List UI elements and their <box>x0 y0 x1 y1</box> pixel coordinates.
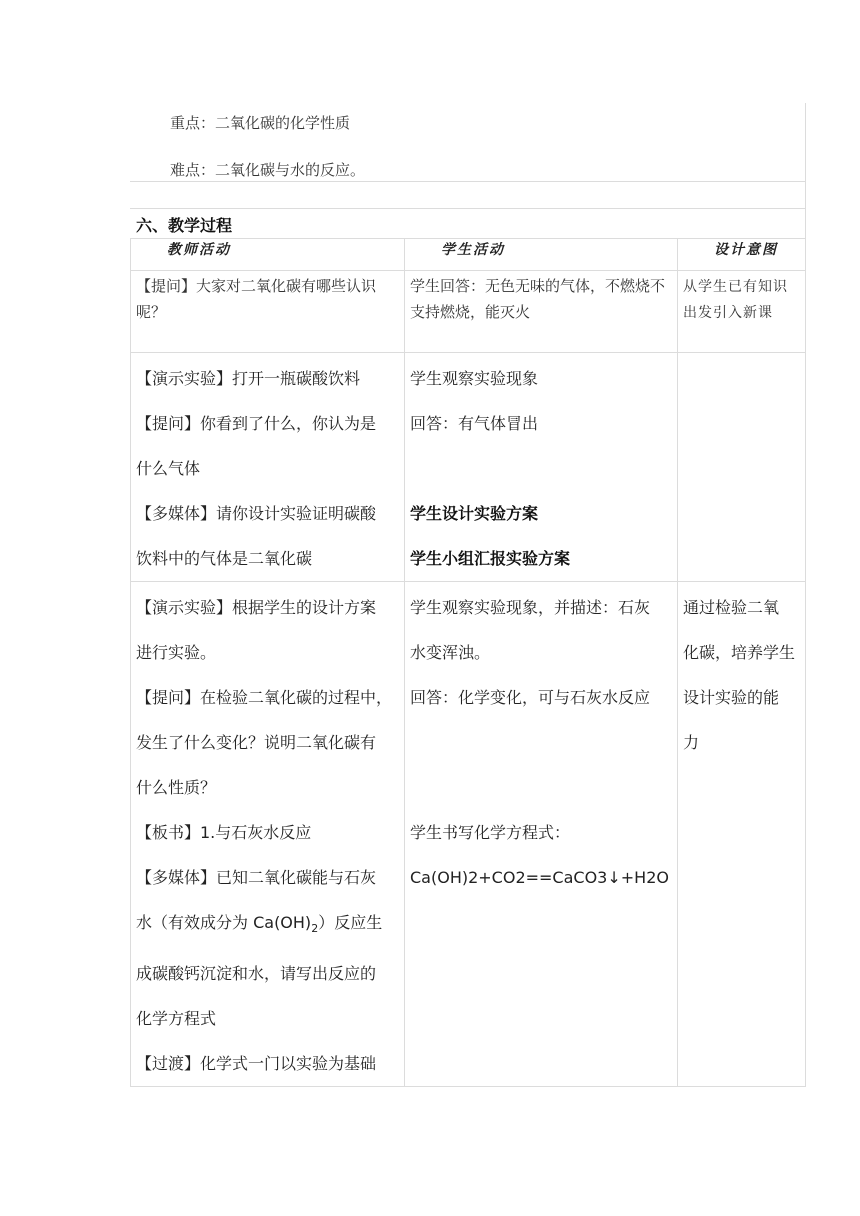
focus-line: 重点：二氧化碳的化学性质 <box>170 114 351 132</box>
text-line: 水变浑浊。 <box>410 643 491 662</box>
row3-intent <box>678 582 806 1087</box>
row2-teacher <box>131 353 405 582</box>
row1-teacher: 【提问】大家对二氧化碳有哪些认识呢？ <box>131 271 405 353</box>
text-line: 【板书】1.与石灰水反应 <box>136 823 312 842</box>
row1-intent: 从学生已有知识出发引入新课 <box>678 271 806 353</box>
text-line: 进行实验。 <box>136 643 217 662</box>
text-line: 回答：化学变化，可与石灰水反应 <box>410 688 651 707</box>
section-title: 六、教学过程 <box>136 216 233 235</box>
row2-student <box>405 353 678 582</box>
text-line: 化学方程式 <box>136 1009 217 1029</box>
text-line: 【演示实验】打开一瓶碳酸饮料 <box>136 369 361 388</box>
blank-line <box>410 720 672 765</box>
text-line: 回答：有气体冒出 <box>410 414 539 433</box>
text-line: 学生设计实验方案 <box>410 504 539 523</box>
text-line: 什么气体 <box>136 459 201 478</box>
header-student-activity: 学生活动 <box>405 239 678 271</box>
chemical-equation: Ca(OH)2+CO2==CaCO3↓+H2O <box>410 868 669 887</box>
row2-intent <box>678 353 806 582</box>
text-line: 什么性质？ <box>136 778 217 797</box>
text-line: 【多媒体】已知二氧化碳能与石灰 <box>136 868 377 887</box>
text-line: 成碳酸钙沉淀和水，请写出反应的 <box>136 964 377 984</box>
header-teacher-activity: 教师活动 <box>131 239 405 271</box>
difficulty-line: 难点：二氧化碳与水的反应。 <box>170 161 366 179</box>
key-points-block <box>130 103 806 182</box>
text-line: 力 <box>683 733 700 752</box>
blank-line <box>410 446 672 491</box>
formula-text-post: ）反应生 <box>318 913 383 932</box>
table-row <box>131 353 806 582</box>
teaching-process-table <box>130 238 806 1087</box>
table-header-row <box>131 239 806 271</box>
spacer-row <box>130 181 806 209</box>
formula-text-pre: 水（有效成分为 Ca(OH) <box>136 913 312 932</box>
text-line: 【提问】在检验二氧化碳的过程中， <box>136 688 393 707</box>
table-row <box>131 271 806 353</box>
text-line: 【多媒体】请你设计实验证明碳酸 <box>136 504 377 523</box>
header-design-intent: 设计意图 <box>678 239 806 271</box>
row3-student <box>405 582 678 1087</box>
text-line: 饮料中的气体是二氧化碳 <box>136 549 313 568</box>
text-line: 【提问】你看到了什么，你认为是 <box>136 414 377 433</box>
text-line: 发生了什么变化？说明二氧化碳有 <box>136 733 377 752</box>
text-line: 化碳，培养学生 <box>683 643 796 662</box>
text-line: 学生小组汇报实验方案 <box>410 549 571 568</box>
formula-line <box>136 900 399 951</box>
section-heading <box>130 208 806 239</box>
text-line: 【过渡】化学式一门以实验为基础 <box>136 1054 377 1074</box>
text-line: 学生观察实验现象 <box>410 369 539 388</box>
formula-subscript: 2 <box>311 922 319 936</box>
text-line: 设计实验的能 <box>683 688 780 707</box>
text-line: 学生观察实验现象，并描述：石灰 <box>410 598 651 617</box>
row1-student: 学生回答：无色无味的气体，不燃烧不支持燃烧，能灭火 <box>405 271 678 353</box>
text-line: 通过检验二氧 <box>683 598 780 617</box>
text-line: 学生书写化学方程式： <box>410 823 571 842</box>
text-line: 【演示实验】根据学生的设计方案 <box>136 598 377 617</box>
blank-line <box>410 765 672 810</box>
row3-teacher <box>131 582 405 1087</box>
table-row <box>131 582 806 1087</box>
